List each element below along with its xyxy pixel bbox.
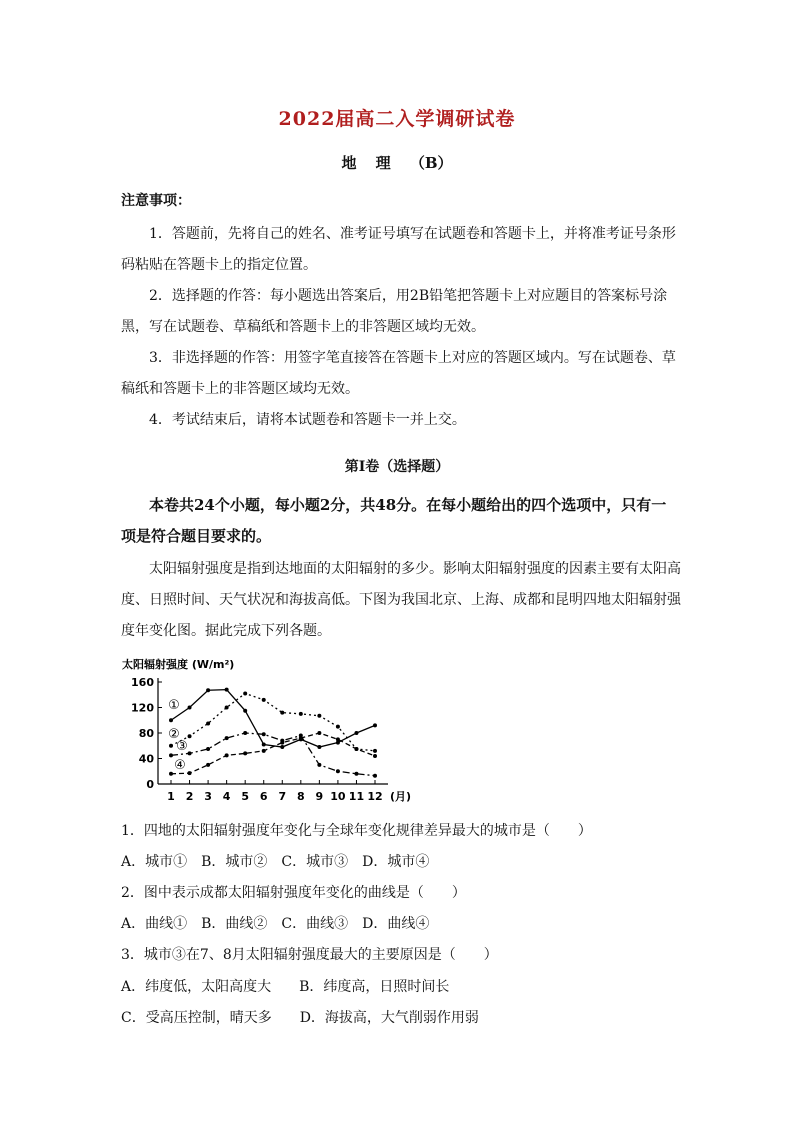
question-3-stem: 3．城市③在7、8月太阳辐射强度最大的主要原因是（ ） bbox=[121, 947, 498, 963]
question-1-options: A．城市① B．城市② C．城市③ D．城市④ bbox=[121, 854, 430, 870]
data-point bbox=[354, 731, 358, 735]
y-tick-label: 80 bbox=[138, 727, 154, 740]
series-label-2: ② bbox=[168, 727, 180, 742]
chart-series bbox=[169, 688, 377, 778]
data-point bbox=[262, 742, 266, 746]
section-title: 第Ⅰ卷（选择题） bbox=[344, 459, 450, 475]
notice-item-3: 3．非选择题的作答：用签字笔直接答在答题卡上对应的答题区域内。写在试题卷、草稿纸和答题卡上的非答题区域均无效。 bbox=[121, 350, 676, 397]
data-point bbox=[243, 709, 247, 713]
question-1-stem: 1．四地的太阳辐射强度年变化与全球年变化规律差异最大的城市是（ ） bbox=[121, 823, 592, 839]
series-label-1: ① bbox=[168, 698, 180, 713]
data-point bbox=[169, 718, 173, 722]
data-point bbox=[262, 698, 266, 702]
solar-radiation-chart bbox=[118, 652, 418, 807]
data-point bbox=[373, 754, 377, 758]
notice-item-1: 1．答题前，先将自己的姓名、准考证号填写在试题卷和答题卡上，并将准考证号条形码粘贴在答题卡上的指定位置。 bbox=[121, 226, 676, 273]
x-tick-label: 10 bbox=[330, 790, 346, 803]
data-point bbox=[262, 732, 266, 736]
series-line-2 bbox=[171, 693, 375, 750]
data-point bbox=[280, 745, 284, 749]
x-tick-label: 4 bbox=[222, 790, 231, 803]
question-3-options-line1: A．纬度低，太阳高度大 B．纬度高，日照时间长 bbox=[121, 979, 450, 995]
chart-ylabel: 太阳辐射强度 (W/m²) bbox=[122, 658, 235, 671]
data-point bbox=[373, 723, 377, 727]
data-point bbox=[225, 706, 229, 710]
x-tick-label: 5 bbox=[241, 790, 250, 803]
data-point bbox=[169, 744, 173, 748]
y-tick-label: 120 bbox=[131, 701, 154, 715]
x-tick-label: 12 bbox=[367, 790, 383, 803]
y-tick-label: 160 bbox=[131, 676, 154, 689]
data-point bbox=[317, 731, 321, 735]
y-tick-label: 40 bbox=[138, 752, 154, 766]
data-point bbox=[243, 731, 247, 735]
data-point bbox=[317, 763, 321, 767]
data-point bbox=[225, 736, 229, 740]
data-point bbox=[188, 706, 192, 710]
data-point bbox=[262, 749, 266, 753]
data-point bbox=[188, 771, 192, 775]
data-point bbox=[188, 734, 192, 738]
data-point bbox=[206, 721, 210, 725]
x-tick-label: 7 bbox=[278, 790, 287, 803]
y-tick-label: 0 bbox=[146, 778, 154, 791]
chart-xlabel: (月) bbox=[390, 790, 412, 803]
data-point bbox=[169, 753, 173, 757]
x-tick-label: 6 bbox=[259, 790, 268, 803]
data-point bbox=[243, 691, 247, 695]
data-point bbox=[206, 763, 210, 767]
subject-title: 地 理 （B） bbox=[341, 154, 453, 172]
data-point bbox=[243, 751, 247, 755]
data-point bbox=[206, 688, 210, 692]
data-point bbox=[373, 749, 377, 753]
data-point bbox=[336, 769, 340, 773]
section-intro: 本卷共24个小题，每小题2分，共48分。在每小题给出的四个选项中，只有一项是符合题目要求的。 bbox=[121, 496, 667, 545]
data-point bbox=[336, 725, 340, 729]
x-tick-label: 2 bbox=[185, 790, 194, 803]
x-tick-label: 1 bbox=[167, 790, 175, 803]
x-tick-label: 9 bbox=[315, 790, 324, 803]
data-point bbox=[299, 712, 303, 716]
data-point bbox=[373, 774, 377, 778]
series-label-4: ④ bbox=[174, 758, 186, 773]
notice-heading: 注意事项： bbox=[121, 193, 191, 209]
x-tick-label: 11 bbox=[348, 790, 365, 803]
data-point bbox=[206, 747, 210, 751]
notice-item-4: 4．考试结束后，请将本试题卷和答题卡一并上交。 bbox=[149, 412, 466, 428]
series-line-1 bbox=[171, 690, 375, 747]
data-point bbox=[188, 751, 192, 755]
data-point bbox=[299, 736, 303, 740]
data-point bbox=[280, 741, 284, 745]
data-point bbox=[354, 772, 358, 776]
x-tick-label: 3 bbox=[204, 790, 212, 803]
data-point bbox=[225, 688, 229, 692]
question-2-options: A．曲线① B．曲线② C．曲线③ D．曲线④ bbox=[121, 916, 430, 932]
question-3-options-line2: C．受高压控制，晴天多 D．海拔高，大气削弱作用弱 bbox=[121, 1010, 479, 1026]
chart-series-labels bbox=[168, 698, 188, 773]
data-point bbox=[354, 747, 358, 751]
data-point bbox=[169, 772, 173, 776]
notice-item-2: 2．选择题的作答：每小题选出答案后，用2B铅笔把答题卡上对应题目的答案标号涂黑，写在试题卷、草稿纸和答题卡上的非答题区域均无效。 bbox=[121, 288, 668, 335]
data-point bbox=[225, 753, 229, 757]
passage-text: 太阳辐射强度是指到达地面的太阳辐射的多少。影响太阳辐射强度的因素主要有太阳高度、日照时间、天气状况和海拔高低。下图为我国北京、上海、成都和昆明四地太阳辐射强度年变化图。据此完成下列各题。 bbox=[121, 561, 681, 639]
data-point bbox=[317, 714, 321, 718]
question-2-stem: 2．图中表示成都太阳辐射强度年变化的曲线是（ ） bbox=[121, 885, 466, 901]
data-point bbox=[280, 711, 284, 715]
data-point bbox=[336, 737, 340, 741]
x-tick-label: 8 bbox=[296, 790, 305, 803]
page-title: 2022届高二入学调研试卷 bbox=[278, 108, 516, 130]
series-label-3: ③ bbox=[176, 739, 188, 754]
data-point bbox=[317, 745, 321, 749]
